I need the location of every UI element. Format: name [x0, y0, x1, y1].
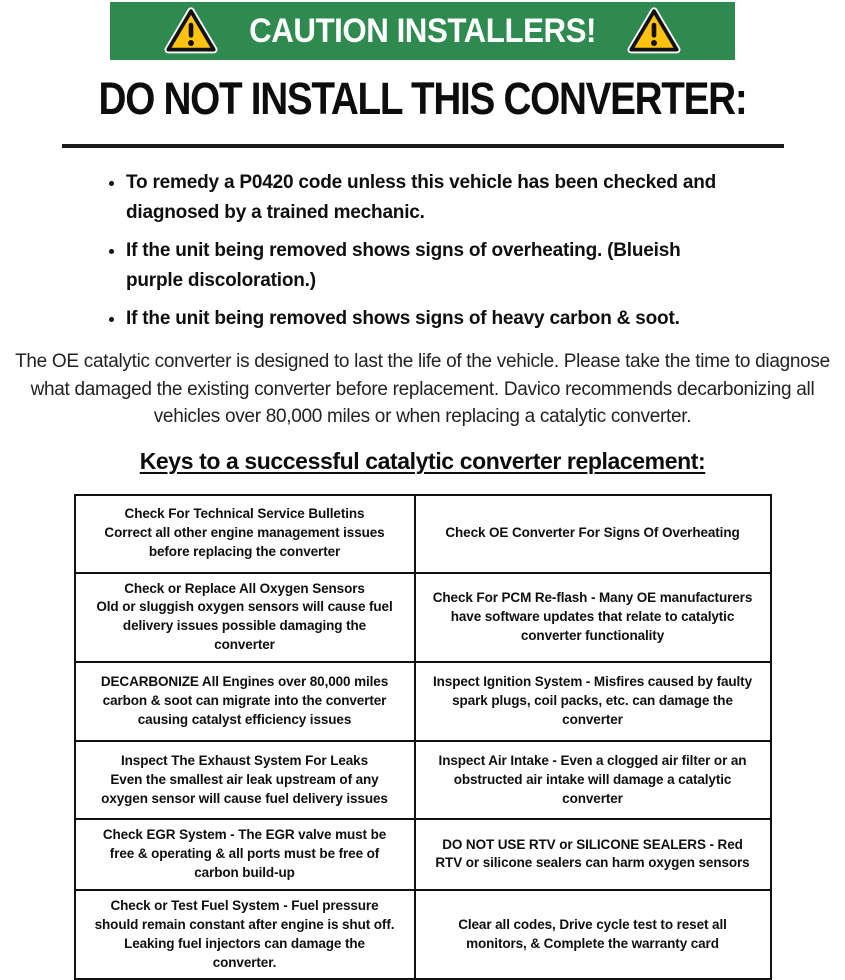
cell-body: Check EGR System - The EGR valve must be free & operating & all ports must be free of carbon build-up — [102, 827, 387, 880]
table-cell — [415, 741, 771, 819]
table-cell — [75, 819, 415, 890]
table-cell — [75, 890, 415, 980]
cell-title: Check For Technical Service Bulletins — [124, 506, 365, 522]
cell-body: Old or sluggish oxygen sensors will cause fuel delivery issues possible damaging the converter — [96, 599, 393, 653]
caution-banner — [110, 2, 735, 60]
table-row — [75, 662, 771, 741]
table-cell — [75, 662, 415, 741]
table-cell — [415, 819, 771, 890]
cell-body: Check OE Converter For Signs Of Overheating — [445, 525, 740, 541]
cell-body: Check or Test Fuel System - Fuel pressure should remain constant after engine is shut off. Leaking fuel injectors can damage the converter. — [94, 897, 395, 970]
cell-body: Clear all codes, Drive cycle test to reset all monitors, & Complete the warranty card — [458, 916, 727, 951]
warning-triangle-icon — [164, 7, 218, 55]
warning-list-item: • If the unit being removed shows signs of overheating. (Blueish purple discoloration.) — [126, 236, 723, 297]
table-cell — [75, 495, 415, 573]
table-row — [75, 890, 771, 980]
table-cell — [415, 662, 771, 741]
table-row — [75, 819, 771, 890]
table-row — [75, 573, 771, 663]
table-row — [75, 741, 771, 819]
warning-list-item: • If the unit being removed shows signs of heavy carbon & soot. — [126, 304, 723, 334]
intro-paragraph: The OE catalytic converter is designed to last the life of the vehicle. Please take the time to diagnose what damaged the existing converter before replacement. Davico recommends decarbonizing all vehicles over 80,000 miles or when replacing a catalytic converter. — [15, 350, 830, 428]
warning-list-item: • To remedy a P0420 code unless this vehicle has been checked and diagnosed by a trained mechanic. — [126, 168, 723, 229]
cell-body: Inspect Ignition System - Misfires caused by faulty spark plugs, coil packs, etc. can damage the converter — [433, 674, 752, 728]
cell-body: DECARBONIZE All Engines over 80,000 miles carbon & soot can migrate into the converter causing catalyst efficiency issues — [100, 674, 389, 728]
cell-body: Inspect Air Intake - Even a clogged air filter or an obstructed air intake will damage a catalytic converter — [438, 752, 747, 806]
table-row — [75, 495, 771, 573]
cell-body: Check For PCM Re-flash - Many OE manufacturers have software updates that relate to catalytic converter functionality — [432, 590, 753, 643]
warning-triangle-icon — [627, 7, 681, 55]
warning-list — [108, 168, 723, 334]
cell-title: Check or Replace All Oxygen Sensors — [124, 580, 365, 596]
divider — [62, 144, 784, 148]
table-cell — [415, 573, 771, 663]
cell-body: Even the smallest air leak upstream of any oxygen sensor will cause fuel delivery issues — [101, 771, 388, 806]
banner-title: CAUTION INSTALLERS! — [249, 11, 596, 50]
page-title: DO NOT INSTALL THIS CONVERTER: — [98, 73, 747, 124]
cell-title: Inspect The Exhaust System For Leaks — [121, 752, 368, 768]
table-cell — [415, 890, 771, 980]
cell-body: Correct all other engine management issues before replacing the converter — [104, 525, 385, 560]
cell-body: DO NOT USE RTV or SILICONE SEALERS - Red RTV or silicone sealers can harm oxygen sensors — [435, 836, 750, 871]
table-cell — [75, 573, 415, 663]
keys-table — [74, 494, 772, 980]
keys-heading: Keys to a successful catalytic converter replacement: — [139, 447, 706, 474]
table-cell — [415, 495, 771, 573]
table-cell — [75, 741, 415, 819]
